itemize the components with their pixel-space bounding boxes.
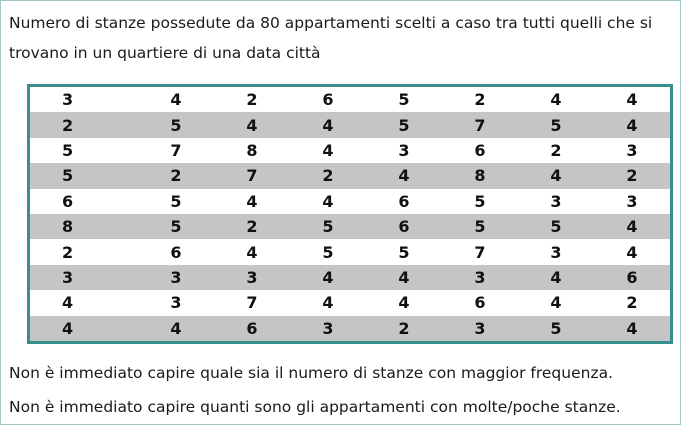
table-cell: 5	[138, 189, 214, 214]
table-cell: 3	[214, 265, 290, 290]
table-cell: 3	[290, 316, 366, 341]
table-cell: 7	[214, 290, 290, 315]
table-cell: 3	[518, 189, 594, 214]
note-line-2: Non è immediato capire quanti sono gli appartamenti con molte/poche stanze.	[9, 398, 621, 416]
table-row	[30, 112, 670, 137]
table-cell: 4	[214, 189, 290, 214]
table-cell: 4	[594, 214, 670, 239]
table-cell: 4	[214, 239, 290, 264]
table-cell: 2	[594, 290, 670, 315]
table-cell: 8	[214, 138, 290, 163]
table-row	[30, 265, 670, 290]
table-cell: 3	[442, 316, 518, 341]
table-cell: 4	[518, 290, 594, 315]
table-cell: 5	[30, 163, 138, 188]
table-cell: 5	[366, 87, 442, 112]
table-cell: 5	[518, 112, 594, 137]
table-cell: 5	[138, 214, 214, 239]
table-cell: 5	[290, 239, 366, 264]
table-cell: 2	[30, 112, 138, 137]
table-row	[30, 316, 670, 341]
table-row	[30, 138, 670, 163]
table-cell: 5	[138, 112, 214, 137]
table-cell: 3	[138, 290, 214, 315]
table-cell: 2	[214, 214, 290, 239]
table-cell: 2	[442, 87, 518, 112]
table-cell: 2	[518, 138, 594, 163]
table-row	[30, 189, 670, 214]
table-cell: 4	[518, 265, 594, 290]
table-cell: 4	[290, 112, 366, 137]
table-row	[30, 214, 670, 239]
table-cell: 6	[138, 239, 214, 264]
table-cell: 2	[30, 239, 138, 264]
table-cell: 4	[366, 163, 442, 188]
table-cell: 8	[442, 163, 518, 188]
table-cell: 4	[594, 112, 670, 137]
table-cell: 4	[214, 112, 290, 137]
table-cell: 6	[594, 265, 670, 290]
table-cell: 5	[518, 214, 594, 239]
data-table-body	[30, 87, 670, 341]
table-cell: 6	[366, 214, 442, 239]
table-cell: 6	[214, 316, 290, 341]
table-cell: 2	[290, 163, 366, 188]
table-cell: 3	[30, 265, 138, 290]
table-cell: 4	[594, 239, 670, 264]
table-cell: 5	[366, 239, 442, 264]
table-row	[30, 290, 670, 315]
table-cell: 4	[30, 316, 138, 341]
table-cell: 5	[442, 214, 518, 239]
table-cell: 6	[366, 189, 442, 214]
table-cell: 3	[30, 87, 138, 112]
data-table	[30, 87, 670, 341]
table-row	[30, 87, 670, 112]
table-cell: 4	[594, 87, 670, 112]
table-cell: 7	[214, 163, 290, 188]
table-cell: 3	[594, 189, 670, 214]
table-cell: 6	[30, 189, 138, 214]
table-cell: 4	[366, 265, 442, 290]
table-cell: 4	[290, 265, 366, 290]
data-table-container	[27, 84, 673, 344]
table-cell: 6	[442, 290, 518, 315]
table-cell: 4	[518, 87, 594, 112]
table-cell: 4	[290, 290, 366, 315]
table-cell: 3	[594, 138, 670, 163]
table-cell: 3	[138, 265, 214, 290]
table-cell: 5	[290, 214, 366, 239]
note-line-1: Non è immediato capire quale sia il numero di stanze con maggior frequenza.	[9, 364, 614, 382]
table-cell: 4	[290, 138, 366, 163]
table-row	[30, 163, 670, 188]
table-cell: 2	[214, 87, 290, 112]
table-cell: 8	[30, 214, 138, 239]
table-cell: 5	[366, 112, 442, 137]
table-cell: 3	[442, 265, 518, 290]
table-cell: 5	[30, 138, 138, 163]
table-cell: 3	[518, 239, 594, 264]
table-cell: 4	[290, 189, 366, 214]
table-cell: 4	[138, 87, 214, 112]
table-cell: 4	[30, 290, 138, 315]
table-cell: 5	[518, 316, 594, 341]
table-cell: 6	[290, 87, 366, 112]
table-cell: 4	[518, 163, 594, 188]
table-cell: 5	[442, 189, 518, 214]
intro-text: Numero di stanze possedute da 80 appartamenti scelti a caso tra tutti quelli che si trovano in un quartiere di una data città	[9, 14, 653, 62]
table-cell: 3	[366, 138, 442, 163]
table-cell: 4	[366, 290, 442, 315]
table-cell: 7	[138, 138, 214, 163]
table-cell: 7	[442, 239, 518, 264]
table-cell: 2	[138, 163, 214, 188]
table-cell: 4	[138, 316, 214, 341]
table-row	[30, 239, 670, 264]
table-cell: 7	[442, 112, 518, 137]
table-cell: 4	[594, 316, 670, 341]
table-cell: 2	[366, 316, 442, 341]
table-cell: 2	[594, 163, 670, 188]
table-cell: 6	[442, 138, 518, 163]
